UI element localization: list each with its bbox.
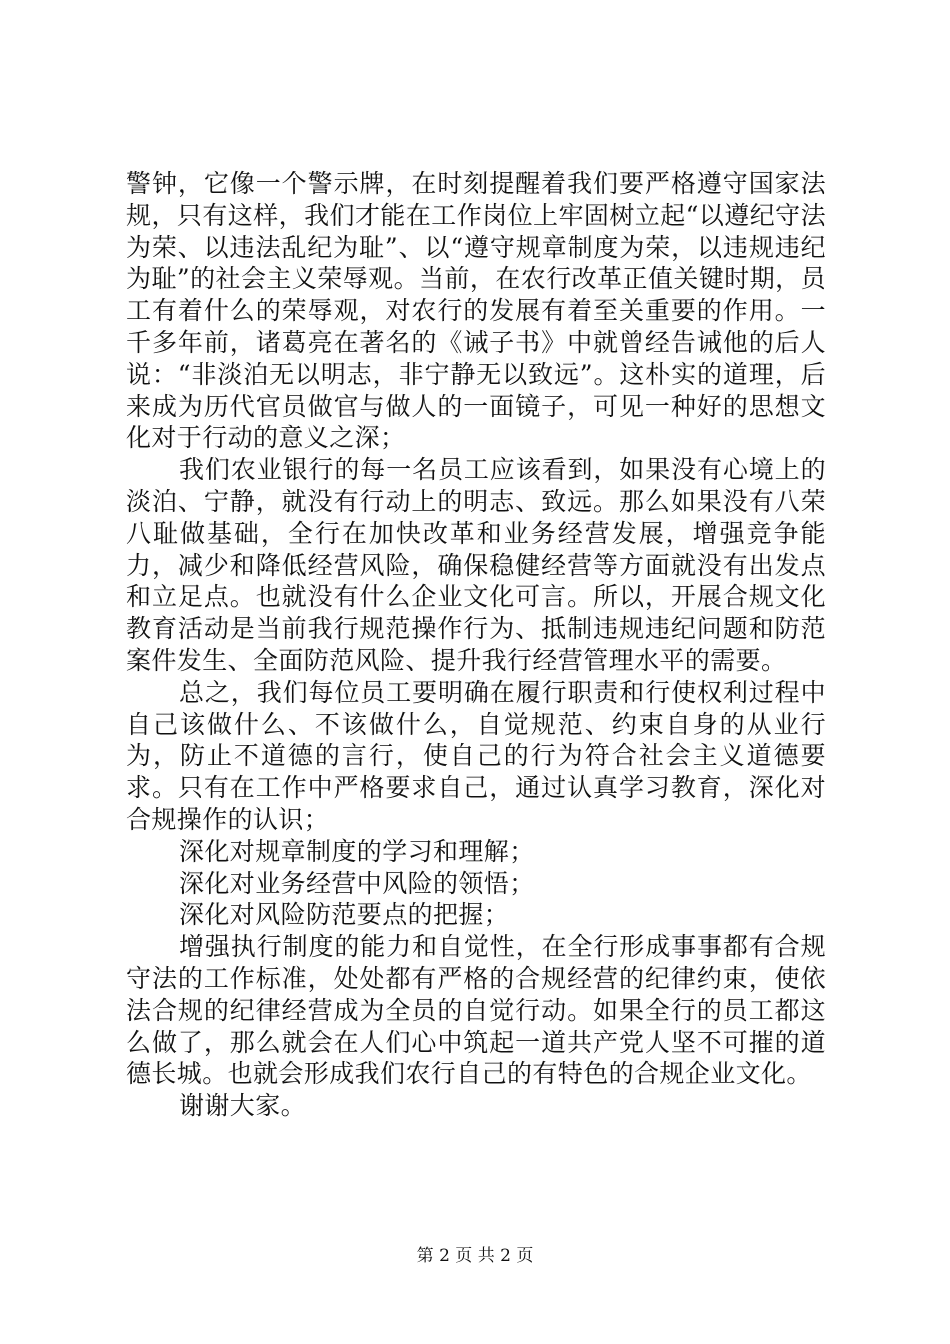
paragraph-4: 深化对规章制度的学习和理解； bbox=[179, 836, 535, 866]
page-footer bbox=[0, 1246, 950, 1266]
page-number-label: 第 2 页 共 2 页 bbox=[416, 1246, 534, 1266]
paragraph-7: 增强执行制度的能力和自觉性，在全行形成事事都有合规守法的工作标准，处处都有严格的合规经营的纪律约束，使依法合规的纪律经营成为全员的自觉行动。如果全行的员工都这么做了，那么就会在人们心中筑起一道共产党人坚不可摧的道德长城。也就会形成我们农行自己的有特色的合规企业文化。 bbox=[126, 932, 826, 1089]
paragraph-5: 深化对业务经营中风险的领悟； bbox=[179, 868, 535, 898]
paragraph-3: 总之，我们每位员工要明确在履行职责和行使权利过程中自己该做什么、不该做什么，自觉规范、约束自身的从业行为，防止不道德的言行，使自己的行为符合社会主义道德要求。只有在工作中严格要求自己，通过认真学习教育，深化对合规操作的认识； bbox=[126, 677, 826, 834]
paragraph-1: 警钟，它像一个警示牌，在时刻提醒着我们要严格遵守国家法规，只有这样，我们才能在工作岗位上牢固树立起“以遵纪守法为荣、以违法乱纪为耻”、以“遵守规章制度为荣，以违规违纪为耻”的社会主义荣辱观。当前，在农行改革正值关键时期，员工有着什么的荣辱观，对农行的发展有着至关重要的作用。一千多年前，诸葛亮在著名的《诫子书》中就曾经告诫他的后人说：“非淡泊无以明志，非宁静无以致远”。这朴实的道理，后来成为历代官员做官与做人的一面镜子，可见一种好的思想文化对于行动的意义之深； bbox=[126, 169, 826, 453]
paragraph-8: 谢谢大家。 bbox=[179, 1091, 307, 1121]
paragraph-2: 我们农业银行的每一名员工应该看到，如果没有心境上的淡泊、宁静，就没有行动上的明志、致远。那么如果没有八荣八耻做基础，全行在加快改革和业务经营发展，增强竞争能力，减少和降低经营风险，确保稳健经营等方面就没有出发点和立足点。也就没有什么企业文化可言。所以，开展合规文化教育活动是当前我行规范操作行为、抵制违规违纪问题和防范案件发生、全面防范风险、提升我行经营管理水平的需要。 bbox=[126, 455, 826, 675]
document-body bbox=[126, 168, 826, 1122]
paragraph-6: 深化对风险防范要点的把握； bbox=[179, 900, 510, 930]
